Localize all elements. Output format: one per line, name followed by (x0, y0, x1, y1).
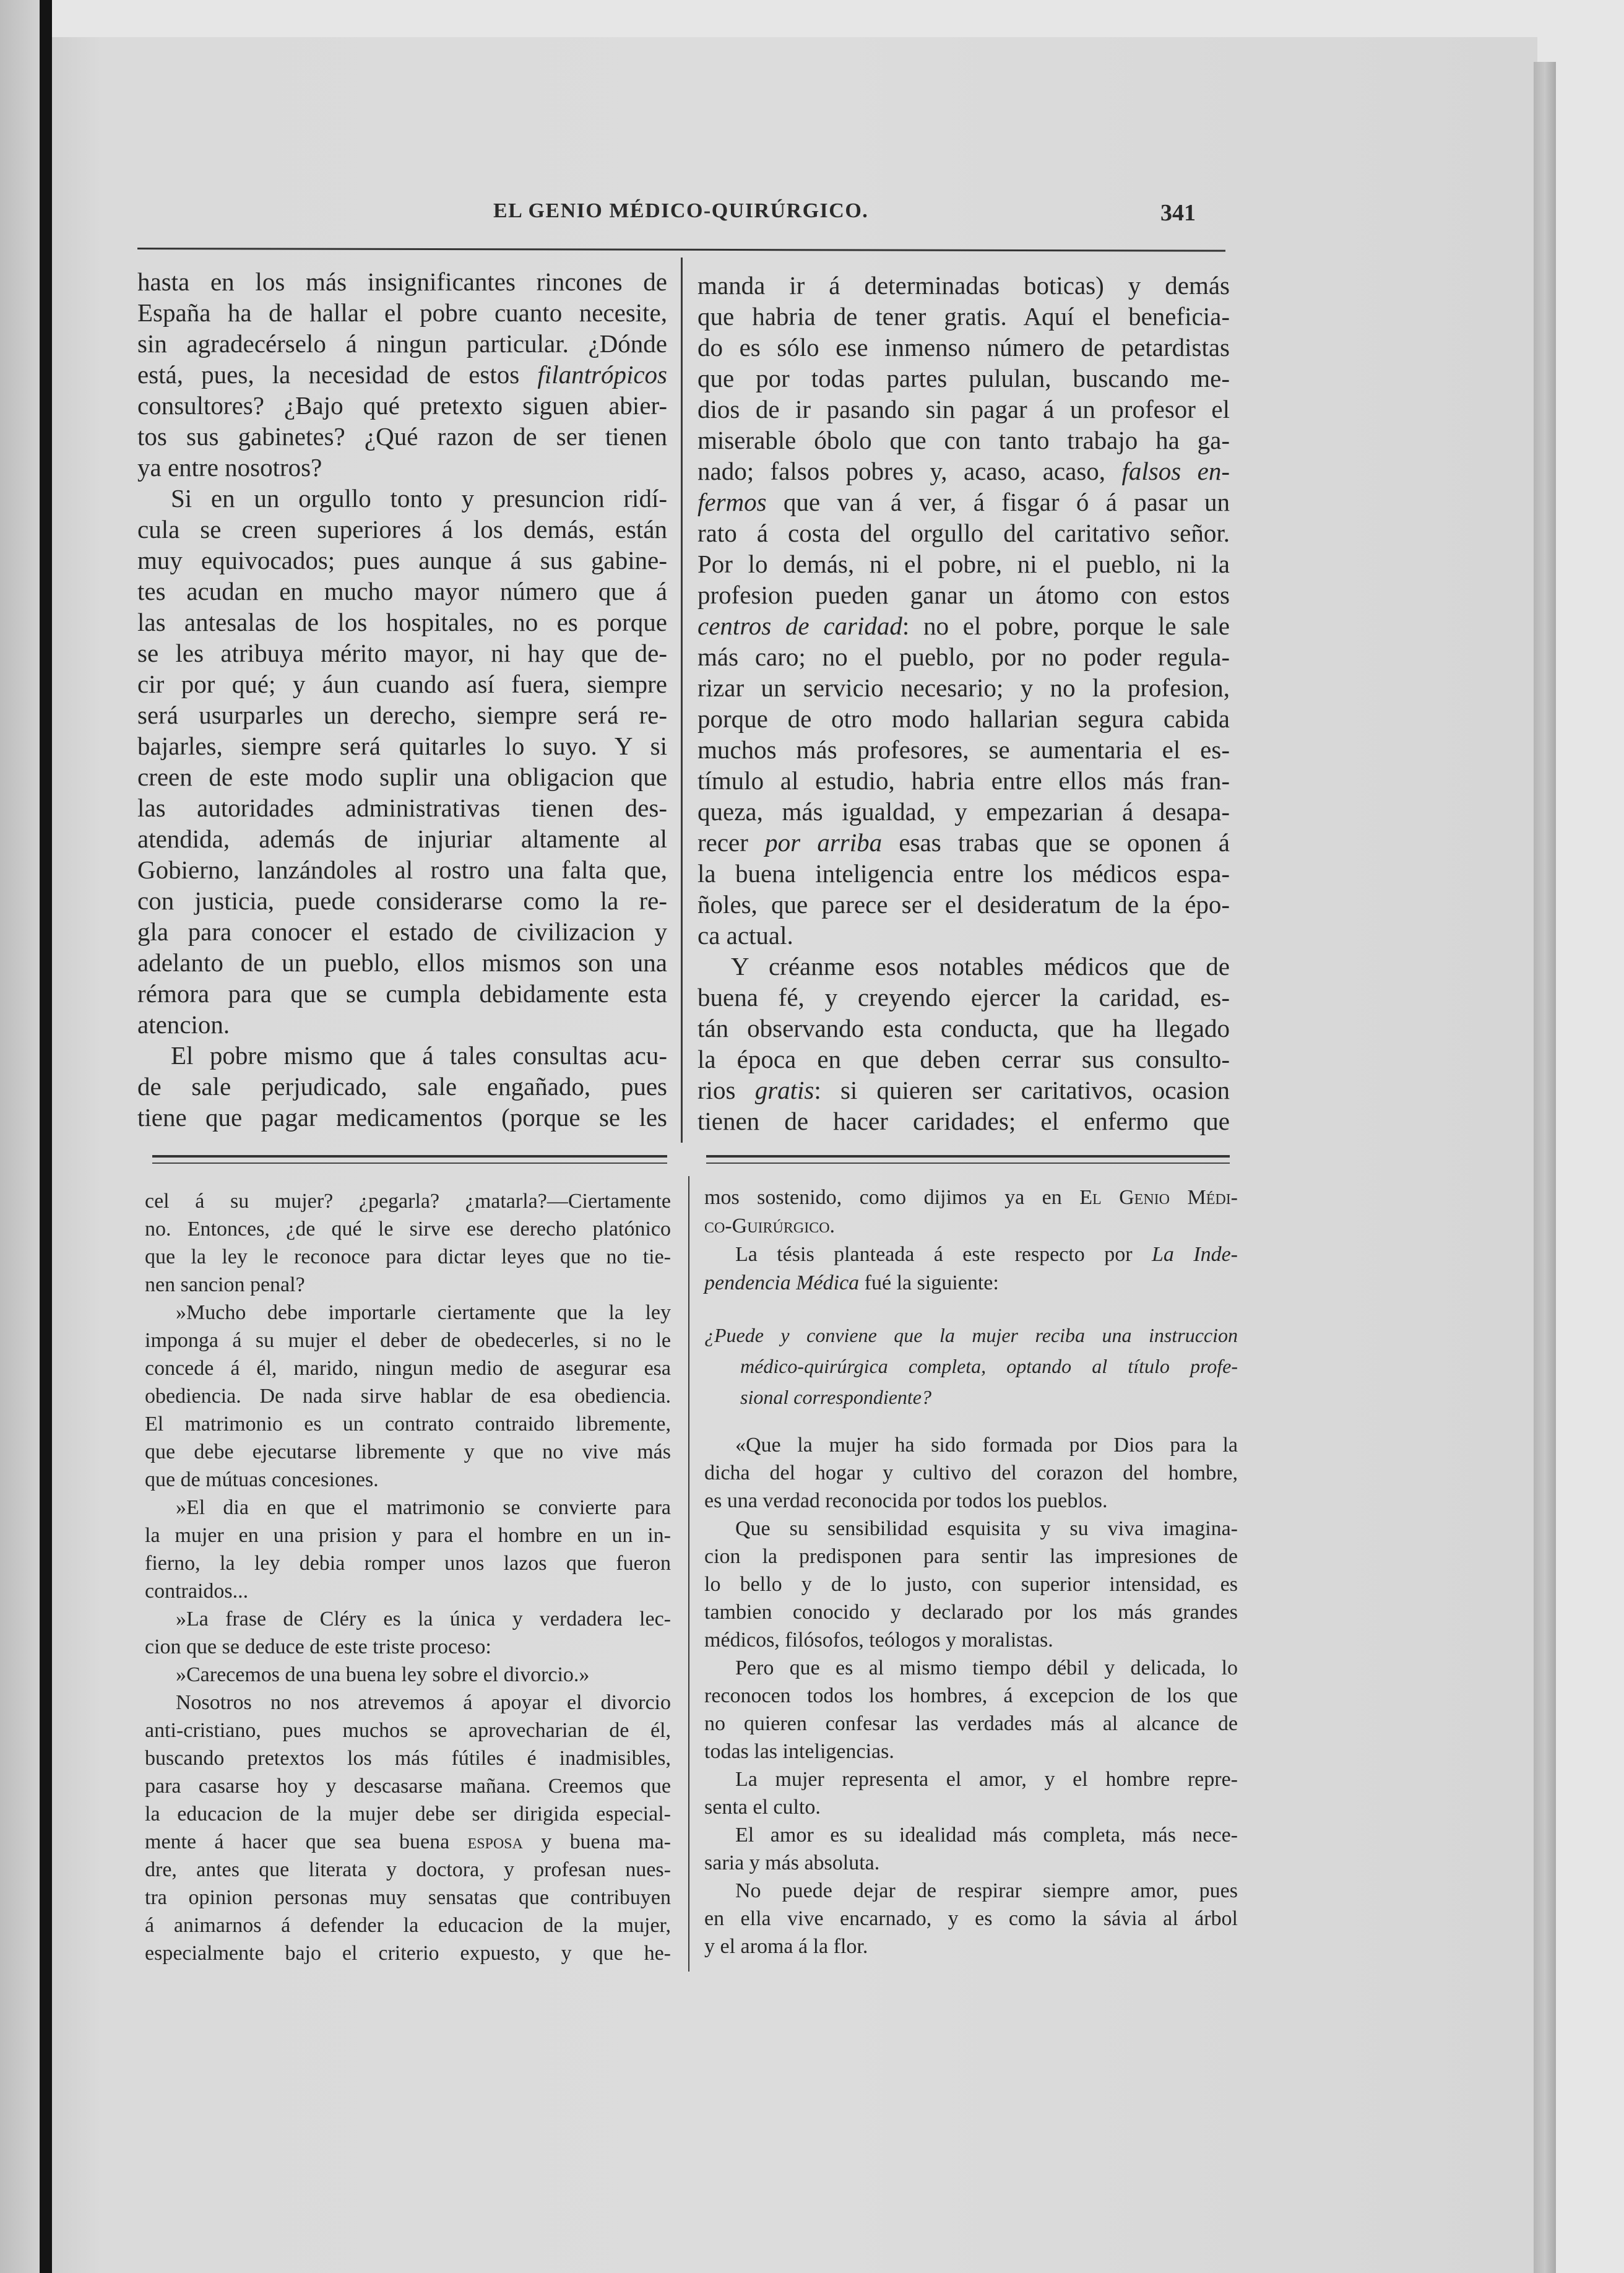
text-run: La tésis planteada á este respecto por (735, 1243, 1152, 1266)
text-line (137, 638, 667, 669)
text-run: concede á él, marido, ningun medio de asegurar esa (145, 1357, 671, 1380)
italic-text: centros de caridad (698, 612, 902, 640)
text-line (145, 1939, 671, 1967)
text-line (698, 1106, 1230, 1136)
text-line (698, 765, 1230, 796)
paragraph (145, 1689, 671, 1967)
text-run: fierno, la ley debia romper unos lazos que fueron (145, 1552, 671, 1575)
text-line (698, 456, 1230, 487)
text-run: Si en un orgullo tonto y presuncion ridí- (171, 484, 667, 513)
text-line (145, 1633, 671, 1661)
text-run: cion que se deduce de este triste proceso: (145, 1635, 491, 1658)
text-line (137, 452, 667, 483)
paragraph (698, 270, 1230, 951)
text-run: dre, antes que literata y doctora, y profesan nues- (145, 1858, 671, 1881)
text-run: que la ley le reconoce para dictar leyes que no tie- (145, 1245, 671, 1268)
paragraph (704, 1431, 1238, 1515)
text-line (137, 1102, 667, 1133)
text-line (137, 514, 667, 545)
text-run: muchos más profesores, se aumentaria el es- (698, 735, 1230, 764)
text-run: profesion pueden ganar un átomo con estos (698, 581, 1230, 609)
text-run: obediencia. De nada sirve hablar de esa obediencia. (145, 1385, 671, 1408)
text-line (137, 390, 667, 421)
text-line (704, 1543, 1238, 1570)
text-run: la mujer en una prision y para el hombre en un in- (145, 1524, 671, 1547)
text-run: será usurparles un derecho, siempre será re- (137, 701, 667, 729)
paragraph (145, 1187, 671, 1299)
text-run: porque de otro modo hallarian segura cabida (698, 704, 1230, 733)
text-run: El amor es su idealidad más completa, más nece- (735, 1824, 1238, 1847)
text-run: creen de este modo suplir una obligacion que (137, 763, 667, 791)
text-line (145, 1327, 671, 1354)
text-line (145, 1828, 671, 1856)
text-line (137, 1009, 667, 1040)
text-line (704, 1905, 1238, 1933)
running-head-title: EL GENIO MÉDICO-QUIRÚRGICO. (493, 199, 869, 222)
text-run: mos sostenido, como dijimos ya en (704, 1186, 1080, 1209)
paragraph (145, 1299, 671, 1494)
text-run: médico-quirúrgica completa, optando al título profe- (740, 1355, 1238, 1377)
text-line (145, 1605, 671, 1633)
text-line (698, 610, 1230, 641)
text-run: tiene que pagar medicamentos (porque se les (137, 1103, 667, 1132)
italic-text: La Inde- (1151, 1243, 1238, 1266)
text-line (698, 425, 1230, 456)
text-line (145, 1466, 671, 1494)
text-run: no. Entonces, ¿de qué le sirve ese derecho platónico (145, 1218, 671, 1240)
text-line (145, 1689, 671, 1717)
text-run: todas las inteligencias. (704, 1740, 894, 1763)
text-line (704, 1877, 1238, 1905)
text-run: sional correspondiente? (740, 1386, 931, 1408)
text-run: »Mucho debe importarle ciertamente que la ley (176, 1301, 671, 1324)
text-line (698, 394, 1230, 425)
text-run: se les atribuya mérito mayor, ni hay que de- (137, 639, 667, 667)
text-line (145, 1494, 671, 1522)
text-run: mente á hacer que sea buena (145, 1830, 468, 1853)
text-run: El matrimonio es un contrato contraido libremente, (145, 1413, 671, 1435)
text-run: Por lo demás, ni el pobre, ni el pueblo, ni la (698, 550, 1230, 578)
text-line (137, 978, 667, 1009)
text-line (704, 1598, 1238, 1626)
text-line (698, 951, 1230, 982)
text-line (698, 920, 1230, 951)
facing-page-edge (0, 0, 41, 2273)
text-line (698, 1044, 1230, 1075)
text-run: fué la siguiente: (859, 1271, 999, 1294)
text-line (698, 1075, 1230, 1106)
paragraph (704, 1240, 1238, 1297)
text-line (704, 1487, 1238, 1515)
text-run: lo bello y de lo justo, con superior intensidad, es (704, 1573, 1238, 1596)
text-run: sin agradecérselo á ningun particular. ¿Dónde (137, 329, 667, 358)
text-run: rios (698, 1076, 755, 1104)
italic-text: falsos en- (1121, 457, 1230, 485)
section-double-rule-left (152, 1155, 667, 1164)
text-run: que van á ver, á fisgar ó á pasar un (766, 488, 1230, 516)
text-run: muy equivocados; pues aunque á sus gabine- (137, 546, 667, 574)
text-line (137, 328, 667, 359)
text-line (137, 823, 667, 854)
italic-text: gratis (754, 1076, 814, 1104)
paragraph (704, 1821, 1238, 1877)
text-run: tán observando esta conducta, que ha llegado (698, 1014, 1230, 1042)
text-run: tes acudan en mucho mayor número que á (137, 577, 667, 605)
small-caps-text: esposa (467, 1830, 523, 1853)
text-run: rato á costa del orgullo del caritativo señor. (698, 519, 1230, 547)
text-line (137, 885, 667, 916)
text-line (137, 359, 667, 390)
text-line (704, 1351, 1238, 1382)
text-run: adelanto de un pueblo, ellos mismos son una (137, 948, 667, 977)
text-line (145, 1661, 671, 1689)
small-caps-text: El Genio Médi- (1079, 1186, 1238, 1209)
text-line (137, 483, 667, 514)
text-run: cel á su mujer? ¿pegarla? ¿matarla?—Ciertamente (145, 1190, 671, 1213)
text-run: miserable óbolo que con tanto trabajo ha ga- (698, 426, 1230, 454)
text-run: ca actual. (698, 921, 793, 950)
text-line (698, 889, 1230, 920)
text-run: nado; falsos pobres y, acaso, acaso, (698, 457, 1122, 485)
text-run: tienen de hacer caridades; el enfermo que (698, 1107, 1230, 1135)
text-run: tos sus gabinetes? ¿Qué razon de ser tienen (137, 422, 667, 451)
text-line (698, 796, 1230, 827)
text-line (698, 332, 1230, 363)
text-line (704, 1626, 1238, 1654)
text-run: y el aroma á la flor. (704, 1935, 868, 1958)
text-line (145, 1438, 671, 1466)
text-line (698, 270, 1230, 301)
text-run: do es sólo ese inmenso número de petardistas (698, 333, 1230, 362)
text-run: las autoridades administrativas tienen des- (137, 794, 667, 822)
text-line (704, 1682, 1238, 1710)
text-run: en ella vive encarnado, y es como la sávia al árbol (704, 1907, 1238, 1930)
text-run: manda ir á determinadas boticas) y demás (698, 271, 1230, 300)
text-line (704, 1320, 1238, 1351)
paragraph (137, 266, 667, 483)
paragraph (145, 1661, 671, 1689)
text-line (145, 1717, 671, 1744)
italic-text: pendencia Médica (704, 1271, 860, 1294)
text-run: imponga á su mujer el deber de obedecerles, si no le (145, 1329, 671, 1352)
text-run: es una verdad reconocida por todos los pueblos. (704, 1489, 1108, 1512)
text-line (704, 1765, 1238, 1793)
italic-text: fermos (698, 488, 767, 516)
text-line (704, 1933, 1238, 1960)
text-line (698, 858, 1230, 889)
text-line (704, 1793, 1238, 1821)
text-run: El pobre mismo que á tales consultas acu- (171, 1041, 667, 1070)
text-run: que debe ejecutarse libremente y que no vive más (145, 1440, 671, 1463)
text-run: atencion. (137, 1010, 230, 1039)
paragraph (704, 1515, 1238, 1654)
text-run: Nosotros no nos atrevemos á apoyar el divorcio (176, 1691, 671, 1714)
text-run: bajarles, siempre será quitarles lo suyo. Y si (137, 732, 667, 760)
text-run: Que su sensibilidad esquisita y su viva imagina- (735, 1517, 1238, 1540)
text-line (698, 517, 1230, 548)
text-run: tambien conocido y declarado por los más grandes (704, 1601, 1238, 1624)
paragraph (704, 1184, 1238, 1240)
text-line (145, 1354, 671, 1382)
text-line (137, 266, 667, 297)
text-line (704, 1710, 1238, 1738)
text-line (698, 301, 1230, 332)
text-line (704, 1382, 1238, 1413)
text-run: cir por qué; y áun cuando así fuera, siempre (137, 670, 667, 698)
page-stack-edge (1534, 62, 1556, 2273)
paragraph (704, 1765, 1238, 1821)
text-run: consultores? ¿Bajo qué pretexto siguen abier- (137, 391, 667, 420)
text-run: gla para conocer el estado de civilizacion y (137, 917, 667, 946)
text-run: cula se creen superiores á los demás, están (137, 515, 667, 543)
text-line (704, 1738, 1238, 1765)
text-run: buena fé, y creyendo ejercer la caridad, es- (698, 983, 1230, 1011)
text-line (145, 1800, 671, 1828)
text-run: tra opinion personas muy sensatas que contribuyen (145, 1886, 671, 1909)
text-run: con justicia, puede considerarse como la re- (137, 886, 667, 915)
text-line (704, 1184, 1238, 1212)
text-run: »La frase de Cléry es la única y verdadera lec- (176, 1608, 671, 1630)
text-run: recer (698, 828, 766, 857)
text-run: saria y más absoluta. (704, 1851, 880, 1874)
small-caps-text: co-Guirúrgico. (704, 1214, 836, 1237)
text-run: reconocen todos los hombres, á excepcion de los que (704, 1684, 1238, 1707)
text-run: Y créanme esos notables médicos que de (731, 952, 1230, 981)
text-line (137, 545, 667, 576)
text-line (704, 1431, 1238, 1459)
text-run: tímulo al estudio, habria entre ellos más fran- (698, 766, 1230, 795)
text-line (137, 792, 667, 823)
text-line (698, 487, 1230, 517)
text-line (698, 579, 1230, 610)
text-line (137, 576, 667, 607)
text-line (137, 669, 667, 699)
column-bottom-right (704, 1184, 1238, 1960)
text-run: para casarse hoy y descasarse mañana. Creemos que (145, 1775, 671, 1798)
text-line (137, 297, 667, 328)
text-line (704, 1821, 1238, 1849)
text-run: especialmente bajo el criterio expuesto, y que he- (145, 1942, 671, 1965)
text-line (145, 1187, 671, 1215)
text-line (698, 734, 1230, 765)
column-bottom-left (145, 1187, 671, 1967)
text-line (145, 1772, 671, 1800)
column-divider-bottom (688, 1176, 689, 1972)
text-run: anti-cristiano, pues muchos se aprovecharian de él, (145, 1719, 671, 1742)
text-run: las antesalas de los hospitales, no es porque (137, 608, 667, 636)
text-run: : no el pobre, porque le sale (902, 612, 1230, 640)
text-run: atendida, además de injuriar altamente al (137, 825, 667, 853)
text-line (145, 1744, 671, 1772)
text-run: nen sancion penal? (145, 1273, 305, 1296)
text-run: está, pues, la necesidad de estos (137, 360, 538, 389)
text-run: más caro; no el pueblo, por no poder regula- (698, 643, 1230, 671)
binding-gutter (40, 0, 52, 2273)
text-line (698, 363, 1230, 394)
column-top-left (137, 266, 667, 1133)
text-line (698, 827, 1230, 858)
text-run: de sale perjudicado, sale engañado, pues (137, 1072, 667, 1101)
text-run: no quieren confesar las verdades más al alcance de (704, 1712, 1238, 1735)
text-run: queza, más igualdad, y empezarian á desapa- (698, 797, 1230, 826)
text-run: ¿Puede y conviene que la mujer reciba una instruccion (704, 1324, 1238, 1346)
text-run: cion la predisponen para sentir las impresiones de (704, 1545, 1238, 1568)
text-line (137, 1040, 667, 1071)
paragraph (145, 1494, 671, 1605)
text-line (137, 699, 667, 730)
paragraph (145, 1605, 671, 1661)
text-run: rizar un servicio necesario; y no la profesion, (698, 673, 1230, 702)
text-line (698, 548, 1230, 579)
text-line (145, 1856, 671, 1884)
section-double-rule-right (706, 1155, 1230, 1164)
text-run: ya entre nosotros? (137, 453, 322, 482)
text-line (145, 1299, 671, 1327)
text-line (145, 1884, 671, 1911)
text-run: contraidos... (145, 1580, 249, 1603)
text-line (145, 1215, 671, 1243)
text-line (137, 730, 667, 761)
text-line (145, 1549, 671, 1577)
text-run: la época en que deben cerrar sus consulto- (698, 1045, 1230, 1073)
text-line (145, 1522, 671, 1549)
text-run: esas trabas que se oponen á (882, 828, 1230, 857)
text-run: La mujer representa el amor, y el hombre repre- (735, 1768, 1238, 1791)
text-run: la buena inteligencia entre los médicos espa- (698, 859, 1230, 888)
text-run: hasta en los más insignificantes rincones de (137, 267, 667, 296)
text-line (704, 1515, 1238, 1543)
column-divider-top (681, 258, 683, 1143)
text-line (137, 854, 667, 885)
italic-text: por arriba (765, 828, 883, 857)
paragraph (137, 1040, 667, 1133)
text-line (137, 761, 667, 792)
paragraph (137, 483, 667, 1040)
text-run: España ha de hallar el pobre cuanto necesite, (137, 298, 667, 327)
paragraph (704, 1654, 1238, 1765)
paragraph (698, 951, 1230, 1136)
text-line (704, 1269, 1238, 1297)
text-line (137, 421, 667, 452)
text-run: y buena ma- (522, 1830, 671, 1853)
text-run: rémora para que se cumpla debidamente esta (137, 979, 667, 1008)
text-line (704, 1849, 1238, 1877)
text-line (698, 1013, 1230, 1044)
text-line (137, 607, 667, 638)
paragraph (704, 1877, 1238, 1960)
text-run: dicha del hogar y cultivo del corazon del hombre, (704, 1461, 1238, 1484)
text-line (698, 672, 1230, 703)
quoted-question (704, 1320, 1238, 1413)
text-line (145, 1911, 671, 1939)
text-run: No puede dejar de respirar siempre amor, pues (735, 1879, 1238, 1902)
text-run: »El dia en que el matrimonio se convierte para (176, 1496, 671, 1519)
text-run: »Carecemos de una buena ley sobre el divorcio.» (176, 1663, 590, 1686)
text-line (698, 703, 1230, 734)
text-run: senta el culto. (704, 1796, 821, 1819)
text-run: Gobierno, lanzándoles al rostro una falta que, (137, 855, 667, 884)
text-run: dios de ir pasando sin pagar á un profesor el (698, 395, 1230, 423)
page-number: 341 (1160, 200, 1196, 226)
text-run: «Que la mujer ha sido formada por Dios para la (735, 1434, 1238, 1457)
text-line (698, 641, 1230, 672)
text-run: : si quieren ser caritativos, ocasion (814, 1076, 1230, 1104)
text-line (704, 1240, 1238, 1269)
text-line (137, 947, 667, 978)
text-run: buscando pretextos los más fútiles é inadmisibles, (145, 1747, 671, 1770)
text-line (704, 1654, 1238, 1682)
text-line (145, 1271, 671, 1299)
text-line (704, 1570, 1238, 1598)
text-line (704, 1212, 1238, 1240)
text-run: que habria de tener gratis. Aquí el beneficia- (698, 302, 1230, 331)
text-line (145, 1577, 671, 1605)
column-top-right (698, 270, 1230, 1136)
text-run: que de mútuas concesiones. (145, 1468, 379, 1491)
text-run: ñoles, que parece ser el desideratum de la épo- (698, 890, 1230, 919)
text-run: médicos, filósofos, teólogos y moralistas. (704, 1629, 1053, 1652)
text-run: Pero que es al mismo tiempo débil y delicada, lo (735, 1656, 1238, 1679)
text-line (145, 1382, 671, 1410)
italic-text: filantrópicos (537, 360, 667, 389)
text-line (704, 1459, 1238, 1487)
text-line (145, 1243, 671, 1271)
text-run: la educacion de la mujer debe ser dirigida especial- (145, 1803, 671, 1825)
text-line (137, 1071, 667, 1102)
text-run: á animarnos á defender la educacion de la mujer, (145, 1914, 671, 1937)
text-line (698, 982, 1230, 1013)
text-line (137, 916, 667, 947)
text-line (145, 1410, 671, 1438)
text-run: que por todas partes pululan, buscando me- (698, 364, 1230, 392)
